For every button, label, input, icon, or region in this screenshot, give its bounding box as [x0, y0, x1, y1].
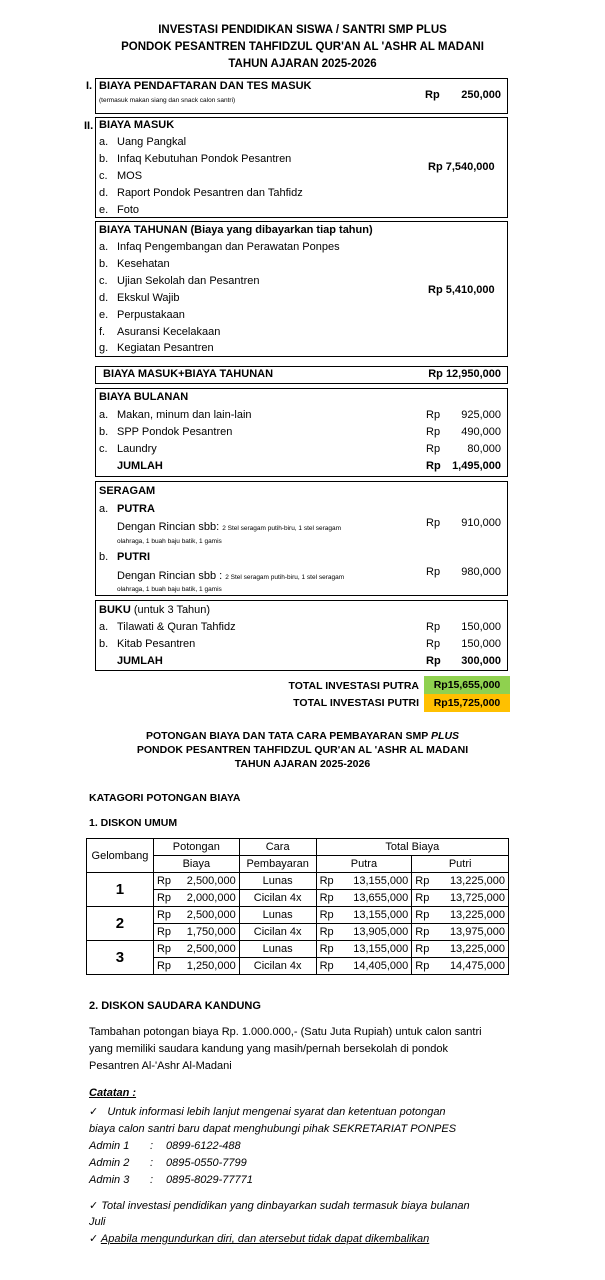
seragam-putri-value: 980,000 — [461, 566, 501, 578]
table-row — [87, 873, 509, 890]
rp-label: Rp — [319, 892, 334, 904]
buku-item-value: 150,000 — [461, 638, 501, 650]
potongan-cell-wrap — [157, 909, 236, 921]
cara-cell: Cicilan 4x — [239, 958, 316, 975]
bulanan-item: Laundry — [117, 443, 157, 455]
potongan-cell — [153, 958, 239, 975]
admin-name: Admin 1 — [89, 1140, 130, 1152]
th-total-biaya: Total Biaya — [316, 839, 508, 856]
seragam-putra-rp: Rp — [426, 517, 441, 529]
putra-cell — [316, 941, 412, 958]
potongan-cell-value: 2,000,000 — [186, 892, 236, 904]
rp-label: Rp — [156, 909, 172, 921]
putra-cell — [316, 890, 412, 907]
rp-label: Rp — [319, 875, 334, 887]
saudara-line3: Pesantren Al-'Ashr Al-Madani — [89, 1060, 232, 1072]
masuk-item-letter: d. — [99, 187, 109, 199]
potongan-cell-wrap — [157, 926, 236, 938]
buku-item: Tilawati & Quran Tahfidz — [117, 621, 236, 633]
putri-cell — [412, 907, 509, 924]
rp-label: Rp — [156, 892, 172, 904]
putri-cell-wrap — [415, 943, 505, 955]
th-cara: Cara — [239, 839, 316, 856]
rp-label: Rp — [415, 960, 430, 972]
buku-item-letter: a. — [99, 621, 109, 633]
bulanan-item-value: 80,000 — [467, 443, 501, 455]
bulanan-item-letter: c. — [99, 443, 108, 455]
buku-jumlah-label: JUMLAH — [117, 655, 163, 667]
potongan-cell-value: 2,500,000 — [186, 875, 236, 887]
saudara-line2: yang memiliki saudara kandung yang masih/pernah bersekolah di pondok — [89, 1043, 448, 1055]
bulanan-item: Makan, minum dan lain-lain — [117, 409, 252, 421]
masuk-item-letter: b. — [99, 153, 109, 165]
potongan-title-line3: TAHUN AJARAN 2025-2026 — [234, 758, 371, 770]
potongan-cell — [153, 873, 239, 890]
potongan-cell-wrap — [157, 875, 236, 887]
potongan-title-line1: POTONGAN BIAYA DAN TATA CARA PEMBAYARAN SMP PLUS — [145, 730, 460, 742]
tahunan-item: Infaq Pengembangan dan Perawatan Ponpes — [117, 241, 340, 253]
check-icon: ✓ — [89, 1106, 99, 1118]
rp-label: Rp — [319, 926, 334, 938]
potongan-cell — [153, 907, 239, 924]
tahunan-amount: Rp 5,410,000 — [428, 284, 495, 296]
putra-cell — [316, 873, 412, 890]
tahunan-item-letter: b. — [99, 257, 109, 270]
tahunan-title: BIAYA TAHUNAN (Biaya yang dibayarkan tiap tahun) — [99, 224, 373, 236]
potongan-cell-value: 1,750,000 — [186, 926, 236, 938]
putra-cell — [316, 958, 412, 975]
masuk-item: Raport Pondok Pesantren dan Tahfidz — [117, 187, 303, 199]
th-potongan: Potongan — [153, 839, 239, 856]
masuk-item-letter: c. — [99, 170, 108, 182]
putri-cell — [412, 873, 509, 890]
putra-cell — [316, 907, 412, 924]
masuk-item-letter: a. — [99, 136, 109, 148]
saudara-title: 2. DISKON SAUDARA KANDUNG — [89, 1000, 261, 1012]
rp-label: Rp — [319, 943, 334, 955]
saudara-line1: Tambahan potongan biaya Rp. 1.000.000,- (Satu Juta Rupiah) untuk calon santri — [89, 1026, 482, 1038]
catatan-note2b: Juli — [89, 1216, 106, 1228]
potongan-cell-value: 1,250,000 — [186, 960, 236, 972]
diskon-umum-title: 1. DISKON UMUM — [89, 817, 178, 829]
putra-cell-value: 13,655,000 — [353, 892, 409, 904]
masuk-item: Foto — [117, 204, 140, 216]
buku-jumlah-value: 300,000 — [461, 655, 501, 667]
rp-label: Rp — [319, 909, 334, 921]
admin-name: Admin 3 — [89, 1174, 130, 1186]
bulanan-item-rp: Rp — [426, 426, 441, 438]
section-number-1: I. — [86, 80, 93, 92]
putra-cell-wrap — [320, 909, 409, 921]
catatan-title: Catatan : — [89, 1087, 137, 1099]
th-pembayaran: Pembayaran — [239, 856, 316, 873]
tahunan-item: Ekskul Wajib — [117, 291, 180, 304]
doc-title-line2: PONDOK PESANTREN TAHFIDZUL QUR'AN AL 'ASHR AL MADANI — [121, 41, 484, 53]
seragam-putri-rp: Rp — [426, 566, 441, 578]
table-row — [87, 941, 509, 958]
buku-title: BUKU (untuk 3 Tahun) — [99, 604, 211, 616]
tahunan-item: Asuransi Kecelakaan — [117, 325, 221, 338]
pendaftaran-title: BIAYA PENDAFTARAN DAN TES MASUK — [99, 80, 312, 92]
tahunan-item-letter: d. — [99, 291, 109, 304]
bulanan-jumlah-label: JUMLAH — [117, 460, 163, 472]
cara-cell: Lunas — [239, 941, 316, 958]
admin-name: Admin 2 — [89, 1157, 130, 1169]
potongan-cell-wrap — [157, 892, 236, 904]
masuk-tahunan-title: BIAYA MASUK+BIAYA TAHUNAN — [103, 368, 274, 380]
rp-label: Rp — [415, 875, 430, 887]
admin-phone: 0899-6122-488 — [166, 1140, 241, 1152]
buku-item-rp: Rp — [426, 638, 441, 650]
potongan-cell — [153, 941, 239, 958]
putri-cell-value: 13,225,000 — [449, 909, 505, 921]
section-number-2: II. — [84, 120, 94, 132]
kategori-title: KATAGORI POTONGAN BIAYA — [89, 792, 241, 804]
buku-item-value: 150,000 — [461, 621, 501, 633]
rp-label: Rp — [415, 943, 430, 955]
putri-cell-value: 14,475,000 — [449, 960, 505, 972]
admin-colon: : — [150, 1174, 154, 1186]
gelombang-cell: 2 — [87, 907, 154, 941]
putri-cell — [412, 958, 509, 975]
seragam-putri-det2: olahraga, 1 buah baju batik, 1 gamis — [117, 586, 222, 593]
catatan-note2: ✓ Total investasi pendidikan yang dinbayarkan sudah termasuk biaya bulanan — [89, 1200, 470, 1212]
gelombang-cell: 1 — [87, 873, 154, 907]
rp-label: Rp — [156, 960, 172, 972]
putri-cell — [412, 924, 509, 941]
putri-cell-wrap — [415, 909, 505, 921]
th-putri: Putri — [412, 856, 509, 873]
putri-cell-value: 13,725,000 — [449, 892, 505, 904]
masuk-tahunan-amount: Rp 12,950,000 — [428, 368, 501, 380]
putri-cell-value: 13,225,000 — [449, 943, 505, 955]
putri-cell-value: 13,975,000 — [449, 926, 505, 938]
putri-cell-value: 13,225,000 — [449, 875, 505, 887]
seragam-putra-rinci: Dengan Rincian sbb: 2 Stel seragam putih-biru, 1 stel seragam — [117, 521, 342, 533]
gelombang-cell: 3 — [87, 941, 154, 975]
putri-cell-wrap — [415, 926, 505, 938]
tahunan-item: Perpustakaan — [117, 308, 185, 321]
cara-cell: Cicilan 4x — [239, 890, 316, 907]
bulanan-item-rp: Rp — [426, 409, 441, 421]
tahunan-item: Kegiatan Pesantren — [117, 342, 214, 355]
catatan-note1b: biaya calon santri baru dapat menghubungi pihak SEKRETARIAT PONPES — [89, 1123, 457, 1135]
masuk-item-letter: e. — [99, 204, 109, 216]
bulanan-item-rp: Rp — [426, 443, 441, 455]
seragam-title: SERAGAM — [99, 485, 156, 497]
putra-cell-value: 14,405,000 — [353, 960, 409, 972]
tahunan-item-letter: e. — [99, 308, 109, 321]
check-icon: ✓ — [89, 1200, 99, 1212]
potongan-cell — [153, 924, 239, 941]
potongan-title-line2: PONDOK PESANTREN TAHFIDZUL QUR'AN AL 'ASHR AL MADANI — [136, 744, 469, 756]
seragam-putri-label: PUTRI — [117, 551, 150, 563]
cara-cell: Lunas — [239, 907, 316, 924]
masuk-title: BIAYA MASUK — [99, 119, 175, 131]
discount-table — [86, 838, 509, 975]
rp-label: Rp — [415, 909, 430, 921]
pendaftaran-note: (termasuk makan siang dan snack calon santri) — [99, 97, 236, 104]
seragam-putra-det2: olahraga, 1 buah baju batik, 1 gamis — [117, 538, 222, 545]
total-putri-label: TOTAL INVESTASI PUTRI — [293, 697, 419, 709]
admin-colon: : — [150, 1140, 154, 1152]
admin-phone: 0895-0550-7799 — [166, 1157, 247, 1169]
bulanan-item: SPP Pondok Pesantren — [117, 426, 233, 438]
rp-label: Rp — [156, 926, 172, 938]
putra-cell-wrap — [320, 943, 409, 955]
masuk-item: Uang Pangkal — [117, 136, 187, 148]
masuk-amount: Rp 7,540,000 — [428, 161, 495, 173]
buku-jumlah-rp: Rp — [426, 655, 441, 667]
putra-cell-value: 13,155,000 — [353, 909, 409, 921]
seragam-putri-rinci: Dengan Rincian sbb : 2 Stel seragam putih-biru, 1 stel seragam — [117, 570, 345, 582]
bulanan-title: BIAYA BULANAN — [99, 391, 189, 403]
putri-cell-wrap — [415, 875, 505, 887]
tahunan-item: Ujian Sekolah dan Pesantren — [117, 274, 260, 287]
total-putra-label: TOTAL INVESTASI PUTRA — [288, 680, 419, 692]
th-gelombang: Gelombang — [87, 839, 154, 873]
table-row — [87, 907, 509, 924]
bulanan-jumlah-rp: Rp — [426, 460, 441, 472]
potongan-cell-value: 2,500,000 — [186, 909, 236, 921]
bulanan-item-value: 490,000 — [461, 426, 501, 438]
total-putri-value: Rp15,725,000 — [424, 694, 510, 712]
putri-cell — [412, 890, 509, 907]
masuk-item: MOS — [117, 170, 143, 182]
putra-cell-value: 13,155,000 — [353, 875, 409, 887]
putra-cell-wrap — [320, 875, 409, 887]
seragam-putra-label: PUTRA — [117, 503, 155, 515]
tahunan-item-letter: g. — [99, 342, 109, 355]
th-biaya: Biaya — [153, 856, 239, 873]
masuk-item: Infaq Kebutuhan Pondok Pesantren — [117, 153, 292, 165]
seragam-putri-letter: b. — [99, 551, 109, 563]
putri-cell — [412, 941, 509, 958]
bulanan-item-letter: a. — [99, 409, 109, 421]
cara-cell: Lunas — [239, 873, 316, 890]
putra-cell-value: 13,905,000 — [353, 926, 409, 938]
th-putra: Putra — [316, 856, 412, 873]
tahunan-item: Kesehatan — [117, 257, 170, 270]
seragam-putra-value: 910,000 — [461, 517, 501, 529]
catatan-note1: ✓ Untuk informasi lebih lanjut mengenai syarat dan ketentuan potongan — [89, 1106, 446, 1118]
seragam-putra-letter: a. — [99, 503, 109, 515]
rp-label: Rp — [319, 960, 334, 972]
pendaftaran-rp: Rp — [425, 89, 440, 101]
catatan-note3: ✓ Apabila mengundurkan diri, dan atersebut tidak dapat dikembalikan — [89, 1233, 430, 1245]
bulanan-jumlah-value: 1,495,000 — [452, 460, 501, 472]
putri-cell-wrap — [415, 960, 505, 972]
putra-cell-wrap — [320, 960, 409, 972]
total-putra-value: Rp15,655,000 — [424, 676, 510, 694]
admin-colon: : — [150, 1157, 154, 1169]
putra-cell-wrap — [320, 926, 409, 938]
bulanan-item-letter: b. — [99, 426, 109, 438]
pendaftaran-amount: 250,000 — [461, 89, 501, 101]
check-icon: ✓ — [89, 1233, 99, 1245]
putra-cell-value: 13,155,000 — [353, 943, 409, 955]
rp-label: Rp — [415, 926, 430, 938]
buku-item-letter: b. — [99, 638, 109, 650]
rp-label: Rp — [156, 943, 172, 955]
rp-label: Rp — [415, 892, 430, 904]
doc-title-line1: INVESTASI PENDIDIKAN SISWA / SANTRI SMP PLUS — [158, 24, 447, 36]
putri-cell-wrap — [415, 892, 505, 904]
putra-cell-wrap — [320, 892, 409, 904]
doc-title-line3: TAHUN AJARAN 2025-2026 — [228, 58, 377, 70]
putra-cell — [316, 924, 412, 941]
potongan-cell-wrap — [157, 943, 236, 955]
buku-item: Kitab Pesantren — [117, 638, 196, 650]
tahunan-item-letter: c. — [99, 274, 108, 287]
cara-cell: Cicilan 4x — [239, 924, 316, 941]
admin-phone: 0895-8029-77771 — [166, 1174, 253, 1186]
bulanan-item-value: 925,000 — [461, 409, 501, 421]
potongan-cell-wrap — [157, 960, 236, 972]
tahunan-item-letter: f. — [99, 325, 106, 338]
buku-item-rp: Rp — [426, 621, 441, 633]
potongan-cell — [153, 890, 239, 907]
rp-label: Rp — [156, 875, 172, 887]
tahunan-item-letter: a. — [99, 241, 109, 253]
potongan-cell-value: 2,500,000 — [186, 943, 236, 955]
